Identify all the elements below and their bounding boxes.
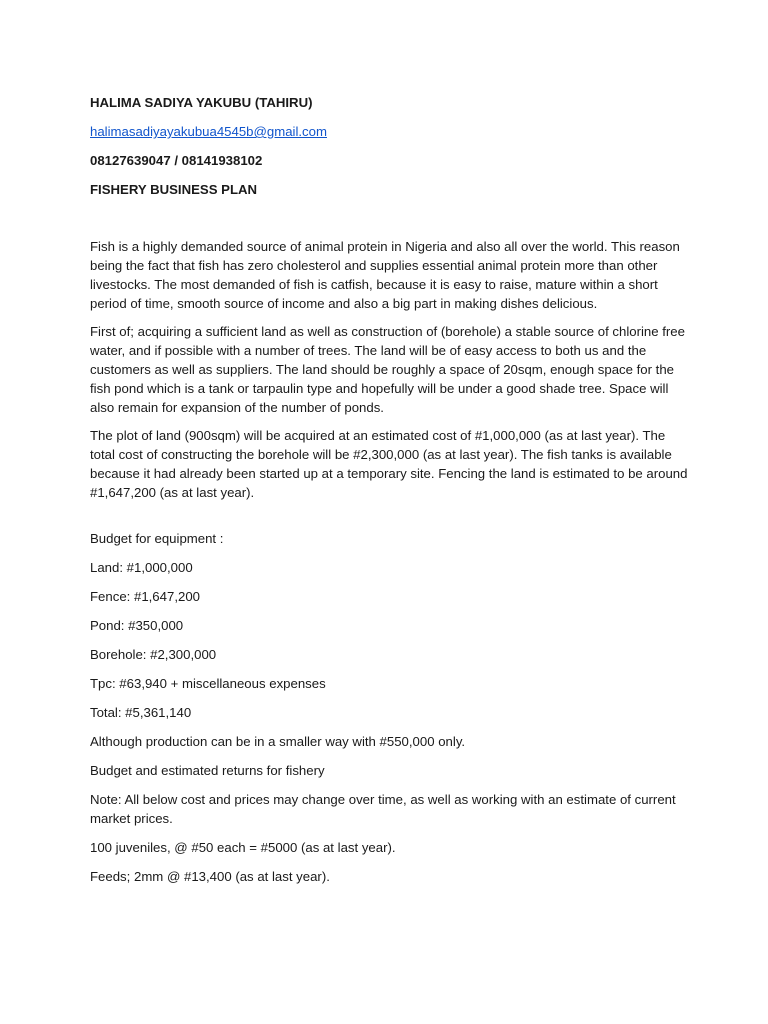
- email-link[interactable]: halimasadiyayakubua4545b@gmail.com: [90, 124, 327, 139]
- budget-heading: Budget for equipment :: [90, 531, 224, 546]
- paragraph-costs: The plot of land (900sqm) will be acquired at an estimated cost of #1,000,000 (as at last year). The total cost of constructing the borehole will be #2,300,000 (as at last year). The fish tanks is available because it had already been started up at a temporary site. Fencing the land is estimated to be around #1,647,200 (as at last year).: [90, 428, 688, 500]
- document-title: FISHERY BUSINESS PLAN: [90, 182, 258, 197]
- spacer: [90, 209, 688, 237]
- email-line: [90, 122, 688, 141]
- author-name: HALIMA SADIYA YAKUBU (TAHIRU): [90, 95, 313, 110]
- price-note: Note: All below cost and prices may change over time, as well as working with an estimate of current market prices.: [90, 792, 676, 826]
- budget-item-land: Land: #1,000,000: [90, 560, 193, 575]
- feeds-cost: Feeds; 2mm @ #13,400 (as at last year).: [90, 869, 330, 884]
- budget-item-fence: Fence: #1,647,200: [90, 589, 200, 604]
- budget-item-pond: Pond: #350,000: [90, 618, 184, 633]
- phone-numbers: 08127639047 / 08141938102: [90, 153, 263, 168]
- budget-item-total: Total: #5,361,140: [90, 705, 192, 720]
- paragraph-land: First of; acquiring a sufficient land as well as construction of (borehole) a stable source of chlorine free water, and if possible with a number of trees. The land will be of easy access to both us and the customers as well as suppliers. The land should be roughly a space of 20sqm, enough space for the fish pond which is a tank or tarpaulin type and hopefully will be under a good shade tree. Space will also remain for expansion of the number of ponds.: [90, 324, 685, 415]
- returns-heading: Budget and estimated returns for fishery: [90, 763, 325, 778]
- spacer: [90, 511, 688, 529]
- small-production-note: Although production can be in a smaller way with #550,000 only.: [90, 734, 466, 749]
- juveniles-cost: 100 juveniles, @ #50 each = #5000 (as at last year).: [90, 840, 396, 855]
- budget-item-borehole: Borehole: #2,300,000: [90, 647, 217, 662]
- budget-item-tpc: Tpc: #63,940 + miscellaneous expenses: [90, 676, 326, 691]
- paragraph-intro: Fish is a highly demanded source of animal protein in Nigeria and also all over the world. This reason being the fact that fish has zero cholesterol and supplies essential animal protein more than other livestocks. The most demanded of fish is catfish, because it is easy to raise, mature within a short period of time, smooth source of income and also a big part in making dishes delicious.: [90, 239, 680, 311]
